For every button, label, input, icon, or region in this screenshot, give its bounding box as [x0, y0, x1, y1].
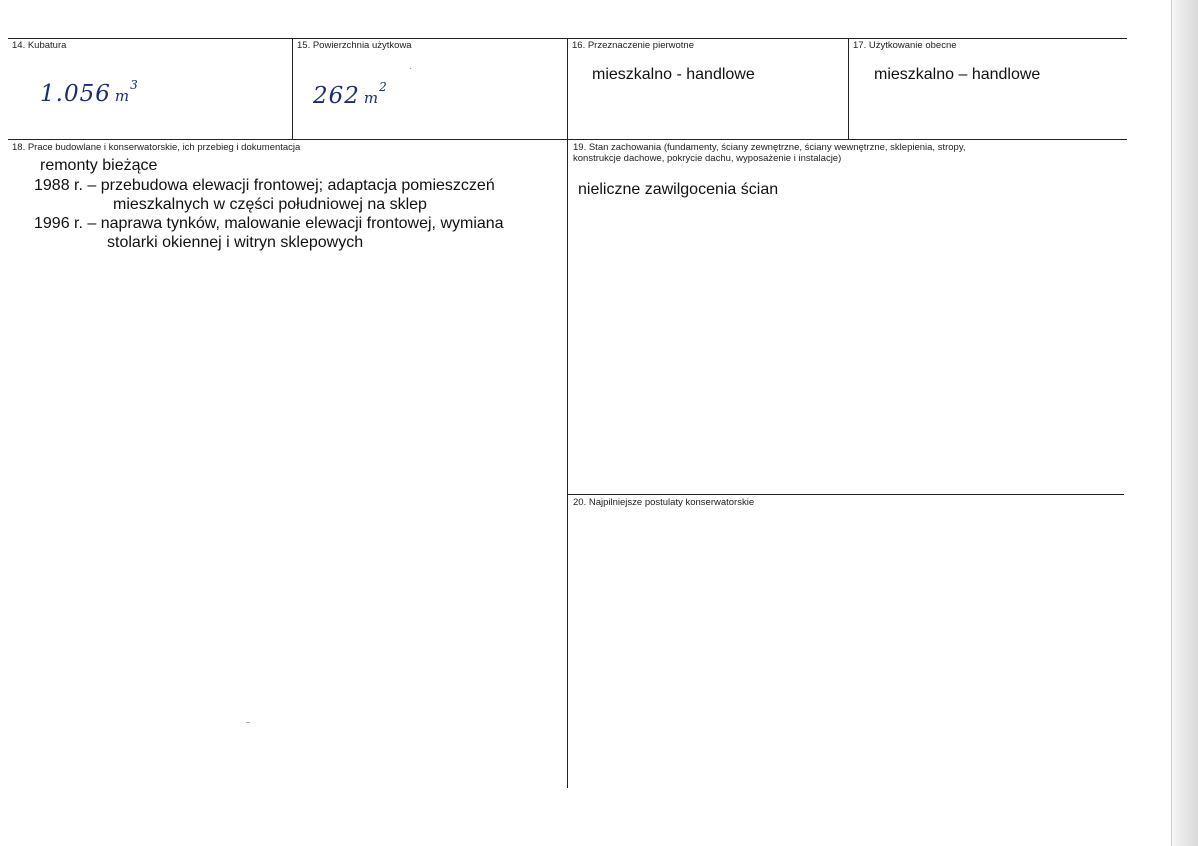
row2-top-border [8, 139, 1127, 140]
scan-speck [410, 68, 411, 69]
kubatura-value [40, 78, 139, 107]
uzytkowanie-label: 17. Użytkowanie obecne [853, 40, 957, 51]
prace-label: 18. Prace budowlane i konserwatorskie, ich przebieg i dokumentacja [12, 142, 301, 153]
przeznaczenie-label: 16. Przeznaczenie pierwotne [572, 40, 694, 51]
page-edge-line [1171, 0, 1172, 846]
prace-line-5: stolarki okiennej i witryn sklepowych [107, 234, 364, 251]
powierzchnia-exponent: 2 [379, 80, 388, 94]
powierzchnia-unit: m [363, 89, 380, 107]
przeznaczenie-value: mieszkalno - handlowe [592, 66, 755, 83]
divider-15-16 [567, 38, 568, 788]
prace-line-1: remonty bieżące [40, 157, 158, 174]
stan-label-line-1: 19. Stan zachowania (fundamenty, ściany zewnętrzne, ściany wewnętrzne, sklepienia, stropy, [573, 142, 966, 153]
stan-value: nieliczne zawilgocenia ścian [578, 181, 779, 198]
divider-16-17 [848, 38, 849, 139]
kubatura-number: 1.056 [40, 81, 111, 107]
powierzchnia-label: 15. Powierzchnia użytkowa [297, 40, 412, 51]
powierzchnia-number: 262 [313, 83, 360, 109]
uzytkowanie-value: mieszkalno – handlowe [874, 66, 1041, 83]
prace-line-4: 1996 r. – naprawa tynków, malowanie elewacji frontowej, wymiana [34, 215, 504, 232]
page-edge [1172, 0, 1198, 846]
powierzchnia-value [313, 80, 388, 109]
section20-top-border [567, 494, 1124, 495]
stan-label-line-2: konstrukcje dachowe, pokrycie dachu, wyposażenie i instalacje) [573, 153, 842, 164]
kubatura-exponent: 3 [130, 78, 139, 92]
kubatura-label: 14. Kubatura [12, 40, 67, 51]
prace-line-2: 1988 r. – przebudowa elewacji frontowej; adaptacja pomieszczeń [34, 177, 495, 194]
divider-14-15 [292, 38, 293, 139]
prace-line-3: mieszkalnych w części południowej na sklep [113, 196, 427, 213]
scan-speck [246, 722, 250, 723]
kubatura-unit: m [114, 87, 131, 105]
postulaty-label: 20. Najpilniejsze postulaty konserwatorskie [573, 497, 755, 508]
